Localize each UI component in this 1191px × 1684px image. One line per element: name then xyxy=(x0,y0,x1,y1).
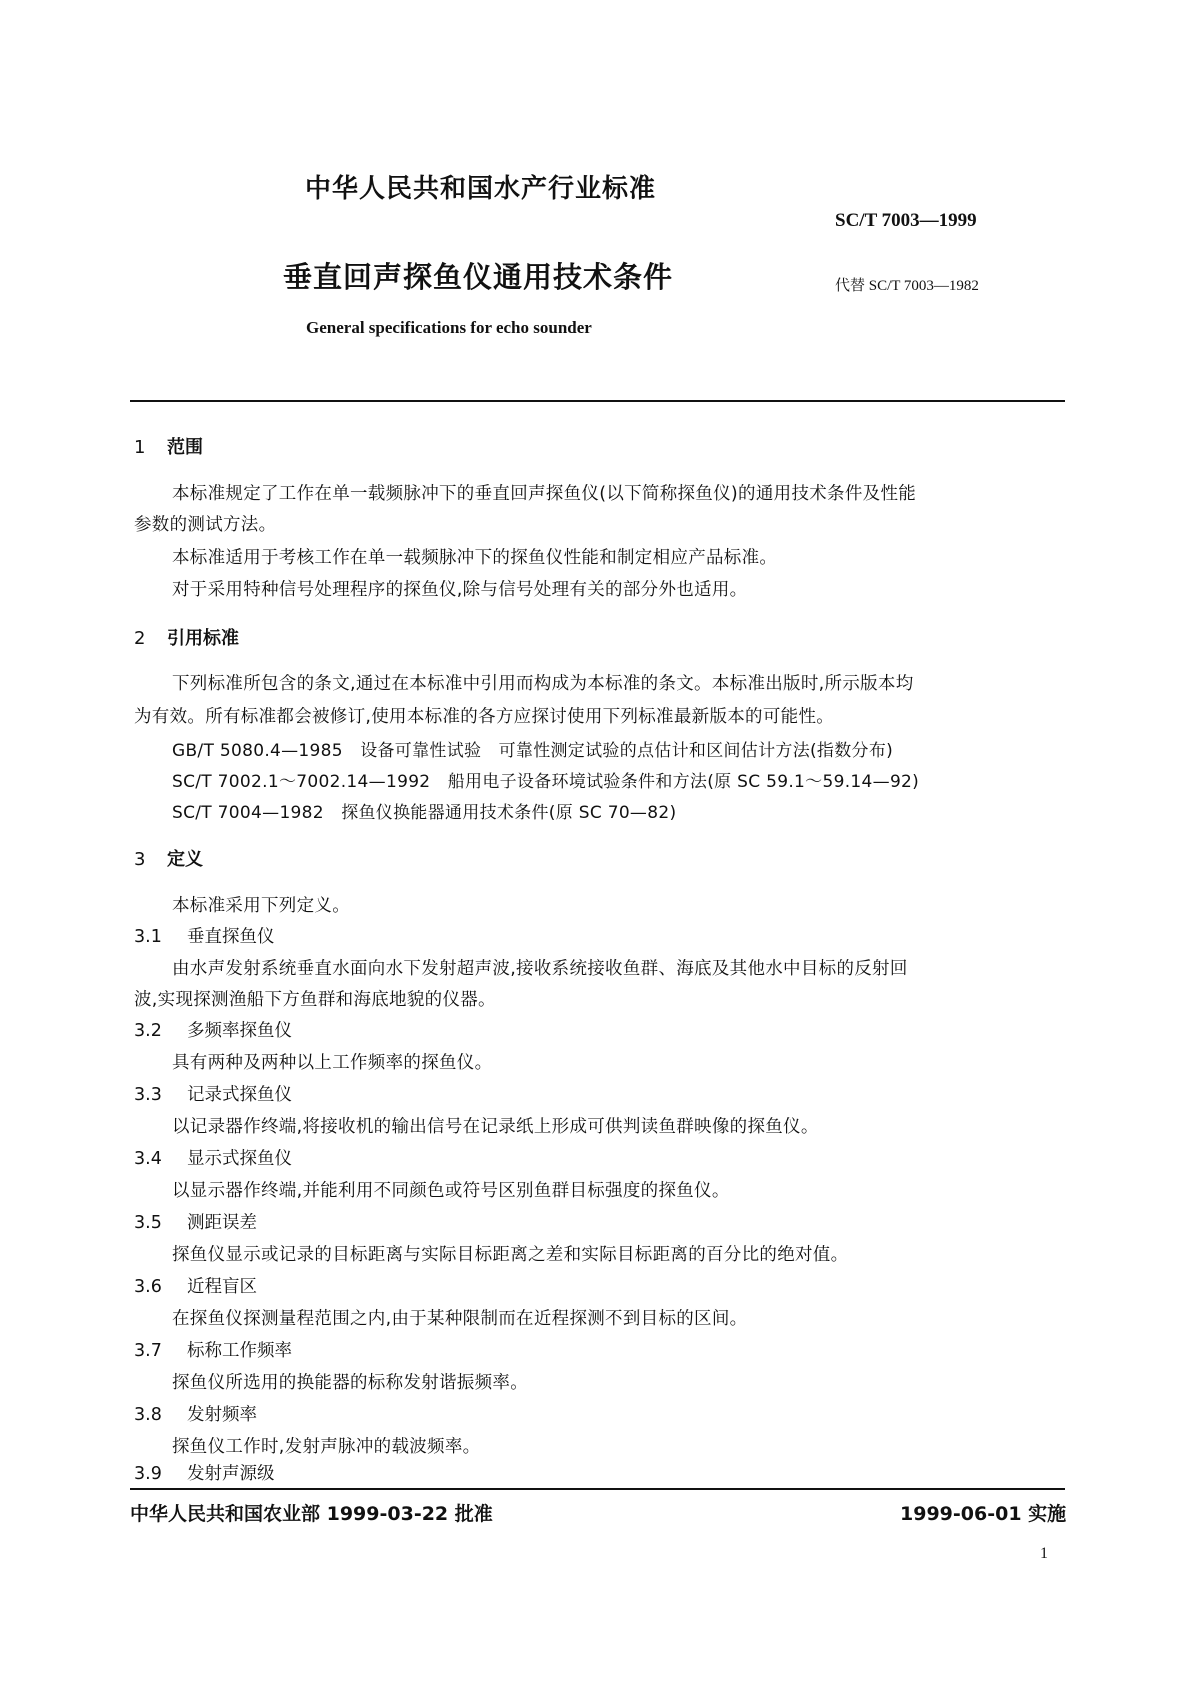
definition-text: 探鱼仪显示或记录的目标距离与实际目标距离之差和实际目标距离的百分比的绝对值。 xyxy=(172,1245,849,1265)
definition-term xyxy=(134,1081,292,1106)
document-title-cn: 垂直回声探鱼仪通用技术条件 xyxy=(283,260,674,294)
effective-date: 1999-06-01 实施 xyxy=(900,1503,1067,1525)
section-3-heading xyxy=(134,845,203,871)
definition-title: 标称工作频率 xyxy=(187,1341,292,1361)
definition-title: 显示式探鱼仪 xyxy=(187,1149,292,1169)
replaces-note: 代替 SC/T 7003—1982 xyxy=(835,278,979,294)
definition-number: 3.9 xyxy=(134,1464,162,1484)
definition-title: 发射频率 xyxy=(187,1405,257,1425)
definition-title: 近程盲区 xyxy=(187,1277,257,1297)
document-title-en: General specifications for echo sounder xyxy=(306,318,592,337)
footer-divider xyxy=(130,1488,1065,1490)
definition-term xyxy=(134,1273,257,1298)
standard-code: SC/T 7003—1999 xyxy=(835,210,977,231)
definition-text: 由水声发射系统垂直水面向水下发射超声波,接收系统接收鱼群、海底及其他水中目标的反射回 xyxy=(172,959,908,979)
definition-term xyxy=(134,1401,257,1426)
reference-item: GB/T 5080.4—1985 设备可靠性试验 可靠性测定试验的点估计和区间估计方法(指数分布) xyxy=(172,741,894,761)
definition-text: 探鱼仪所选用的换能器的标称发射谐振频率。 xyxy=(172,1373,528,1393)
definition-number: 3.3 xyxy=(134,1085,162,1105)
paragraph-continuation: 为有效。所有标准都会被修订,使用本标准的各方应探讨使用下列标准最新版本的可能性。 xyxy=(134,707,835,727)
definition-term xyxy=(134,1145,292,1170)
paragraph: 本标准采用下列定义。 xyxy=(172,896,350,916)
approval-note: 中华人民共和国农业部 1999-03-22 批准 xyxy=(130,1503,493,1525)
paragraph: 下列标准所包含的条文,通过在本标准中引用而构成为本标准的条文。本标准出版时,所示版本均 xyxy=(172,674,914,694)
definition-term xyxy=(134,1209,257,1234)
section-title: 范围 xyxy=(167,437,203,458)
section-number: 2 xyxy=(134,628,146,649)
reference-item: SC/T 7002.1～7002.14—1992 船用电子设备环境试验条件和方法(原 SC 59.1～59.14—92) xyxy=(172,772,920,792)
definition-text: 以记录器作终端,将接收机的输出信号在记录纸上形成可供判读鱼群映像的探鱼仪。 xyxy=(172,1117,819,1137)
section-1-heading xyxy=(134,433,203,459)
definition-number: 3.2 xyxy=(134,1021,162,1041)
header-divider xyxy=(130,400,1065,402)
definition-number: 3.5 xyxy=(134,1213,162,1233)
definition-title: 记录式探鱼仪 xyxy=(187,1085,292,1105)
definition-number: 3.1 xyxy=(134,927,162,947)
definition-term xyxy=(134,1017,292,1042)
paragraph: 对于采用特种信号处理程序的探鱼仪,除与信号处理有关的部分外也适用。 xyxy=(172,580,748,600)
definition-number: 3.8 xyxy=(134,1405,162,1425)
section-title: 引用标准 xyxy=(167,628,239,649)
section-number: 3 xyxy=(134,849,146,870)
definition-text-continuation: 波,实现探测渔船下方鱼群和海底地貌的仪器。 xyxy=(134,990,496,1010)
definition-title: 发射声源级 xyxy=(187,1464,275,1484)
paragraph-continuation: 参数的测试方法。 xyxy=(134,515,277,535)
definition-text: 具有两种及两种以上工作频率的探鱼仪。 xyxy=(172,1053,493,1073)
paragraph: 本标准适用于考核工作在单一载频脉冲下的探鱼仪性能和制定相应产品标准。 xyxy=(172,548,778,568)
definition-number: 3.4 xyxy=(134,1149,162,1169)
definition-number: 3.6 xyxy=(134,1277,162,1297)
definition-title: 垂直探鱼仪 xyxy=(187,927,275,947)
page-number: 1 xyxy=(1040,1545,1048,1562)
definition-title: 多频率探鱼仪 xyxy=(187,1021,292,1041)
definition-number: 3.7 xyxy=(134,1341,162,1361)
definition-text: 探鱼仪工作时,发射声脉冲的载波频率。 xyxy=(172,1437,481,1457)
definition-term xyxy=(134,1337,292,1362)
reference-item: SC/T 7004—1982 探鱼仪换能器通用技术条件(原 SC 70—82) xyxy=(172,803,677,823)
section-number: 1 xyxy=(134,437,146,458)
definition-text: 以显示器作终端,并能利用不同颜色或符号区别鱼群目标强度的探鱼仪。 xyxy=(172,1181,730,1201)
definition-term xyxy=(134,1460,275,1485)
definition-term xyxy=(134,923,275,948)
paragraph: 本标准规定了工作在单一载频脉冲下的垂直回声探鱼仪(以下简称探鱼仪)的通用技术条件及性能 xyxy=(172,484,917,504)
definition-text: 在探鱼仪探测量程范围之内,由于某种限制而在近程探测不到目标的区间。 xyxy=(172,1309,748,1329)
org-title: 中华人民共和国水产行业标准 xyxy=(305,174,657,204)
section-2-heading xyxy=(134,624,239,650)
definition-title: 测距误差 xyxy=(187,1213,257,1233)
section-title: 定义 xyxy=(167,849,203,870)
